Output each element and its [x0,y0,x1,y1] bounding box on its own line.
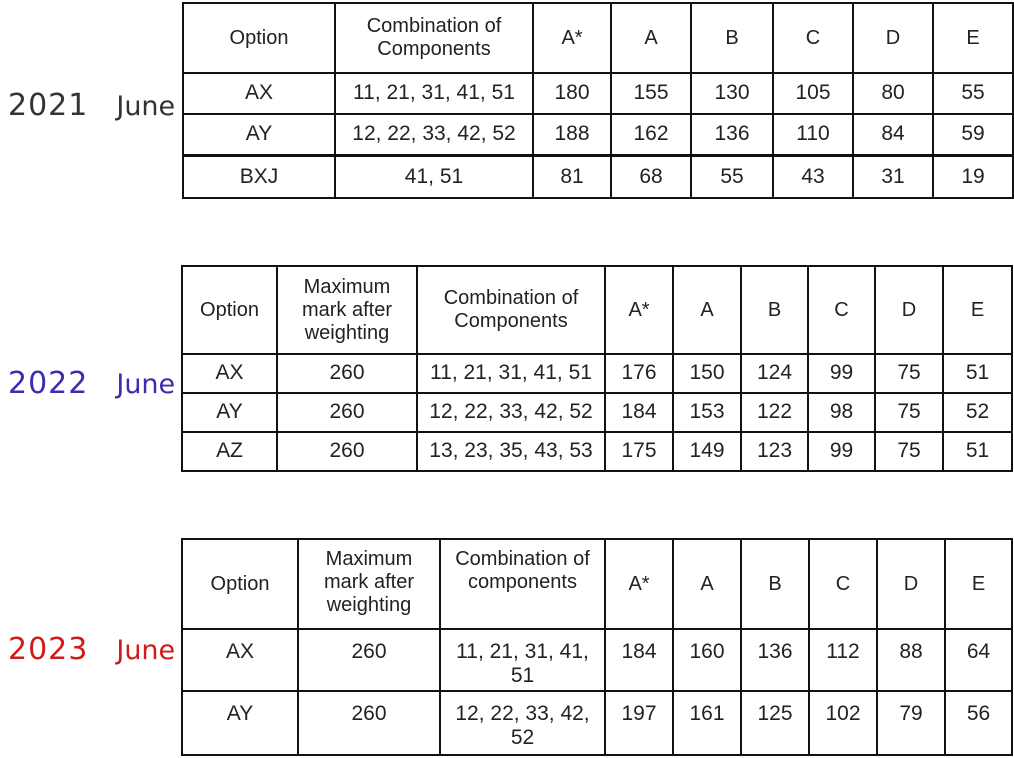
table-cell: 110 [773,114,853,155]
table-cell: 43 [773,155,853,198]
header-cell: C [808,266,875,354]
header-cell: C [773,3,853,73]
table-cell: 99 [808,354,875,393]
table-cell: 80 [853,73,933,114]
table-cell: 176 [605,354,673,393]
table-row [182,691,1012,755]
table-cell: 75 [875,432,943,471]
table-cell: 102 [809,691,877,755]
header-cell: Combination of components [440,539,605,629]
table-cell: 197 [605,691,673,755]
table-cell: 136 [691,114,773,155]
header-row [182,539,1012,629]
table-row [182,629,1012,691]
grade-boundaries-table-2021 [182,2,1014,199]
month-text: June [116,91,176,122]
header-cell: Combination of Components [335,3,533,73]
header-cell: C [809,539,877,629]
table-cell: 11, 21, 31, 41, 51 [440,629,605,691]
table-row [183,155,1013,198]
table-cell: 112 [809,629,877,691]
header-cell: D [877,539,945,629]
table-cell: AY [183,114,335,155]
header-cell: A [673,266,741,354]
table-cell: 160 [673,629,741,691]
table-cell: 59 [933,114,1013,155]
table-cell: AX [182,354,277,393]
header-cell: B [691,3,773,73]
header-cell: A* [605,266,673,354]
table-row [182,354,1012,393]
table-cell: 188 [533,114,611,155]
table-cell: 11, 21, 31, 41, 51 [417,354,605,393]
table-row [182,393,1012,432]
table-cell: 124 [741,354,808,393]
header-cell: A [673,539,741,629]
header-cell: Option [183,3,335,73]
table-cell: 130 [691,73,773,114]
table-cell: 51 [943,432,1012,471]
table-cell: 51 [943,354,1012,393]
year-text: 2022 [8,366,89,401]
header-row [182,266,1012,354]
table-cell: 19 [933,155,1013,198]
table-cell: 98 [808,393,875,432]
table-cell: 260 [277,393,417,432]
table-cell: AX [183,73,335,114]
header-cell: Option [182,539,298,629]
header-cell: B [741,266,808,354]
table-cell: 13, 23, 35, 43, 53 [417,432,605,471]
table-cell: 75 [875,354,943,393]
table-cell: 56 [945,691,1012,755]
header-cell: Maximum mark after weighting [298,539,440,629]
table-cell: 41, 51 [335,155,533,198]
table-cell: 184 [605,393,673,432]
table-cell: 64 [945,629,1012,691]
table-cell: 12, 22, 33, 42, 52 [417,393,605,432]
month-text: June [116,369,176,400]
month-text: June [116,635,176,666]
header-cell: Combination of Components [417,266,605,354]
table-cell: 99 [808,432,875,471]
grade-boundaries-table-2022 [181,265,1013,472]
table-cell: AY [182,393,277,432]
header-cell: A* [605,539,673,629]
table-cell: 81 [533,155,611,198]
table-cell: 12, 22, 33, 42, 52 [440,691,605,755]
header-cell: D [853,3,933,73]
table-cell: 184 [605,629,673,691]
table-row [183,73,1013,114]
table-cell: 136 [741,629,809,691]
table-row [182,432,1012,471]
header-cell: Option [182,266,277,354]
table-cell: 260 [298,629,440,691]
table-cell: 260 [277,354,417,393]
table-cell: 175 [605,432,673,471]
header-cell: B [741,539,809,629]
header-cell: E [945,539,1012,629]
table-cell: 31 [853,155,933,198]
table-cell: 161 [673,691,741,755]
table-cell: 105 [773,73,853,114]
header-cell: A [611,3,691,73]
table-cell: 180 [533,73,611,114]
table-cell: AY [182,691,298,755]
table-cell: 55 [691,155,773,198]
table-cell: 123 [741,432,808,471]
year-text: 2023 [8,632,89,667]
table-cell: 55 [933,73,1013,114]
table-row [183,114,1013,155]
table-cell: AZ [182,432,277,471]
year-text: 2021 [8,88,89,123]
table-cell: BXJ [183,155,335,198]
table-cell: 12, 22, 33, 42, 52 [335,114,533,155]
header-row [183,3,1013,73]
table-cell: 149 [673,432,741,471]
table-cell: 260 [298,691,440,755]
table-cell: 75 [875,393,943,432]
table-cell: AX [182,629,298,691]
grade-boundaries-table-2023 [181,538,1013,756]
header-cell: E [933,3,1013,73]
table-cell: 125 [741,691,809,755]
table-cell: 88 [877,629,945,691]
year-label-2021 [8,88,175,123]
table-cell: 155 [611,73,691,114]
header-cell: A* [533,3,611,73]
year-label-2022 [8,366,175,401]
header-cell: Maximum mark after weighting [277,266,417,354]
table-cell: 122 [741,393,808,432]
table-cell: 162 [611,114,691,155]
table-cell: 84 [853,114,933,155]
header-cell: D [875,266,943,354]
table-cell: 11, 21, 31, 41, 51 [335,73,533,114]
table-cell: 260 [277,432,417,471]
table-cell: 52 [943,393,1012,432]
header-cell: E [943,266,1012,354]
table-cell: 150 [673,354,741,393]
year-label-2023 [8,632,175,667]
table-cell: 153 [673,393,741,432]
table-cell: 79 [877,691,945,755]
table-cell: 68 [611,155,691,198]
